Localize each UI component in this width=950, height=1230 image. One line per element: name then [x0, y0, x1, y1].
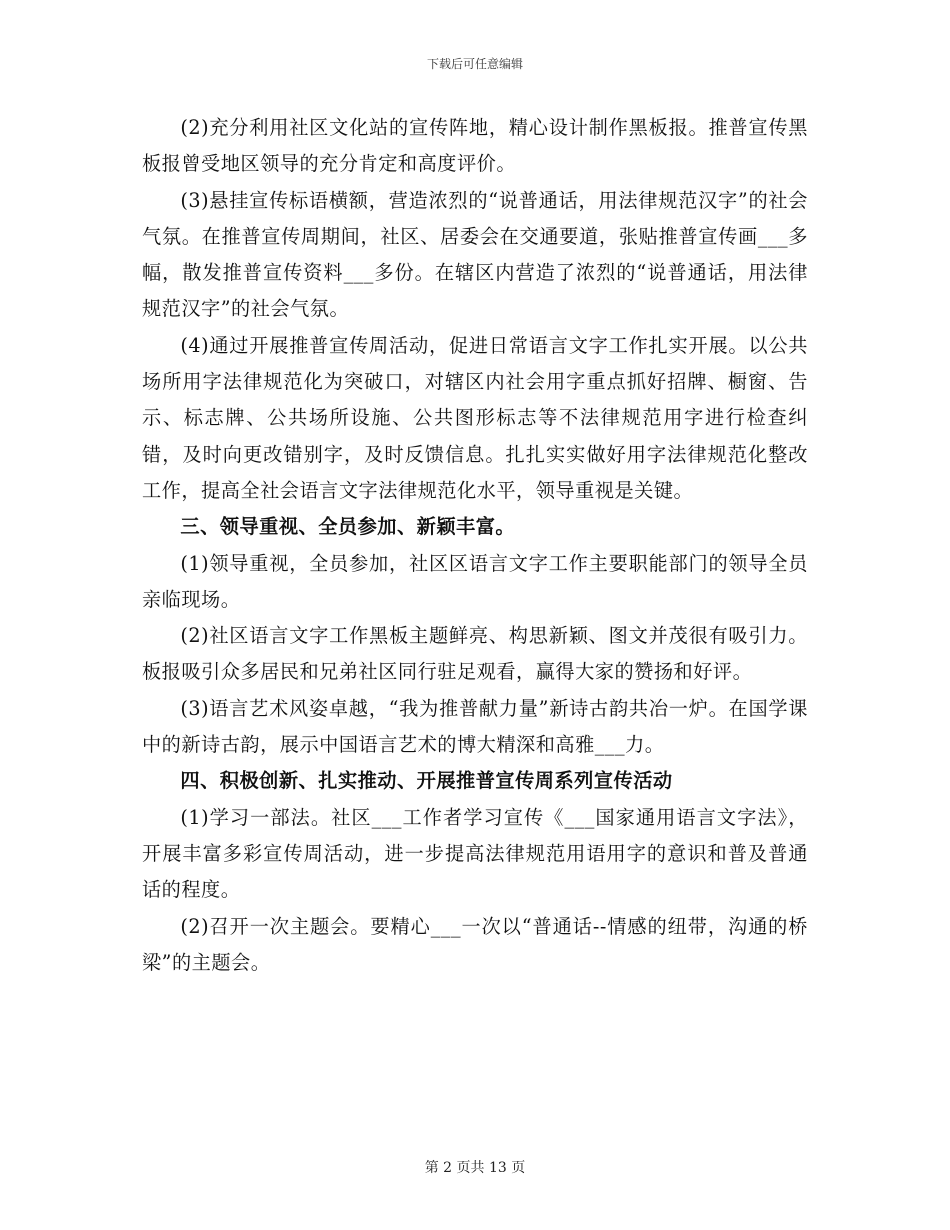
paragraph-2-blackboard: (2)充分利用社区文化站的宣传阵地，精心设计制作黑板报。推普宣传黑板报曾受地区领导的充分肯定和高度评价。: [142, 116, 808, 176]
paragraph-leadership: (1)领导重视，全员参加，社区区语言文字工作主要职能部门的领导全员亲临现场。: [142, 551, 808, 611]
paragraph-theme-meeting: (2)召开一次主题会。要精心___一次以“普通话--情感的纽带，沟通的桥梁”的主题会。: [142, 914, 808, 974]
document-body: [142, 110, 808, 981]
section-heading-4: 四、积极创新、扎实推动、开展推普宣传周系列宣传活动: [180, 769, 673, 793]
section-heading-3: 三、领导重视、全员参加、新颖丰富。: [180, 515, 516, 539]
paragraph-3-banners: (3)悬挂宣传标语横额，营造浓烈的“说普通话，用法律规范汉字”的社会气氛。在推普宣传周期间，社区、居委会在交通要道，张贴推普宣传画___多幅，散发推普宣传资料___多份。在辖区内营造了浓烈的“说普通话，用法律规范汉字”的社会气氛。: [142, 188, 808, 321]
page-footer: 第 2 页共 13 页: [424, 1160, 526, 1176]
paragraph-language-art: (3)语言艺术风姿卓越，“我为推普献力量”新诗古韵共冶一炉。在国学课中的新诗古韵，展示中国语言艺术的博大精深和高雅___力。: [142, 696, 808, 757]
page-header: 下载后可任意编辑: [426, 57, 523, 71]
paragraph-blackboard-theme: (2)社区语言文字工作黑板主题鲜亮、构思新颖、图文并茂很有吸引力。板报吸引众多居民和兄弟社区同行驻足观看，赢得大家的赞扬和好评。: [142, 624, 808, 684]
paragraph-4-activities: (4)通过开展推普宣传周活动，促进日常语言文字工作扎实开展。以公共场所用字法律规范化为突破口，对辖区内社会用字重点抓好招牌、橱窗、告示、标志牌、公共场所设施、公共图形标志等不法律规范用字进行检查纠错，及时向更改错别字，及时反馈信息。扎扎实实做好用字法律规范化整改工作，提高全社会语言文字法律规范化水平，领导重视是关键。: [142, 333, 808, 502]
paragraph-study-law: (1)学习一部法。社区___工作者学习宣传《___国家通用语言文字法》，开展丰富多彩宣传周活动，进一步提高法律规范用语用字的意识和普及普通话的程度。: [142, 805, 808, 902]
